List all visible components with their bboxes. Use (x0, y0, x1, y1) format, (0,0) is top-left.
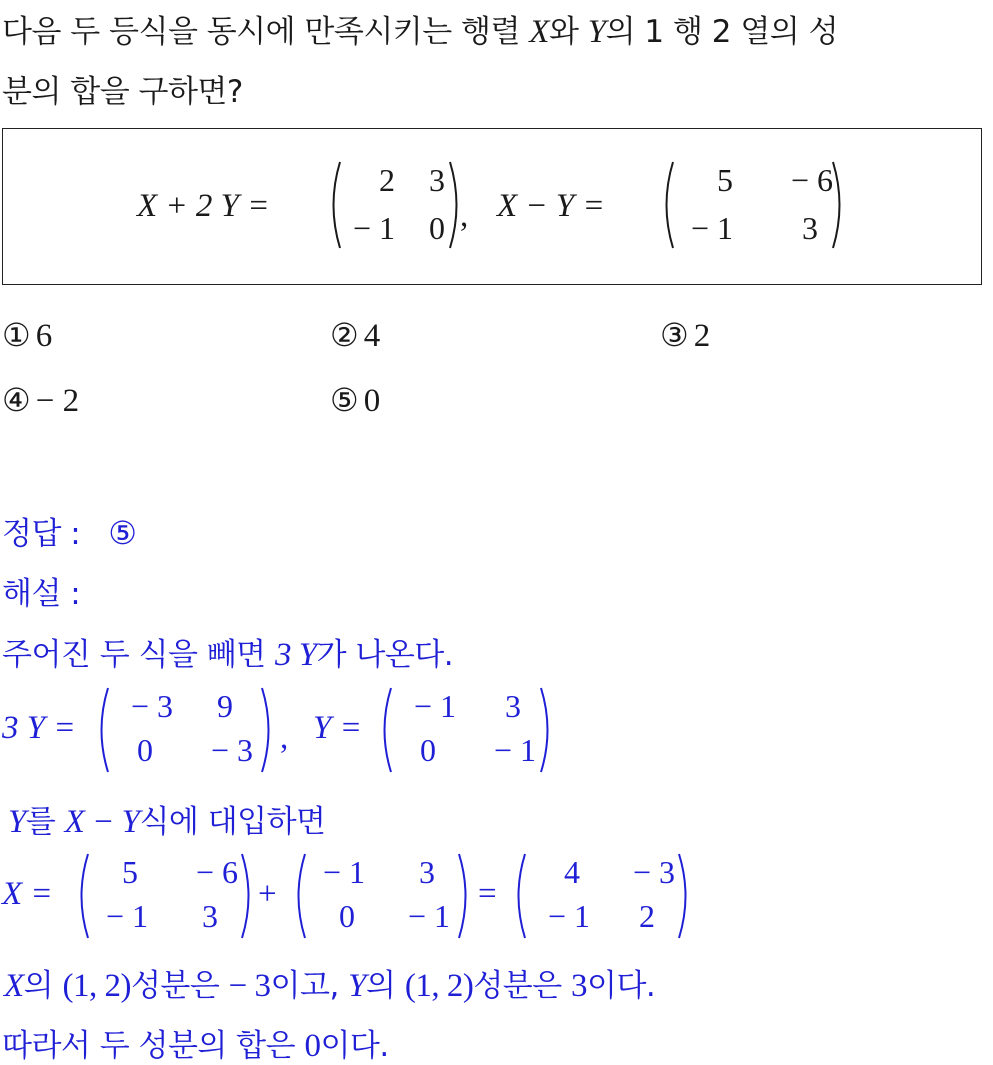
sol4-m1-12: − 6 (195, 854, 238, 890)
eq2-m-12: − 6 (790, 162, 833, 198)
sol4-plus: + (258, 876, 277, 912)
sol5-pos1: (1, 2) (62, 968, 131, 1004)
right-paren-icon (239, 852, 257, 940)
sol6-v: 0 (304, 1028, 321, 1064)
sol4-matrix-2 (290, 852, 475, 940)
option-number: ③ (660, 316, 689, 354)
eq1-matrix (325, 160, 460, 250)
solution-line-5 (4, 960, 655, 1005)
option-3[interactable] (660, 316, 710, 355)
var-x: X (529, 14, 549, 50)
sol4-m2-11: − 1 (322, 854, 365, 890)
option-number: ④ (2, 381, 31, 419)
option-4[interactable] (2, 381, 79, 420)
sol4-m1-11: 5 (122, 854, 138, 890)
eq1-m-12: 3 (429, 162, 445, 198)
option-number: ② (330, 316, 359, 354)
eq1-m-11: 2 (379, 162, 395, 198)
sol4-m2-22: − 1 (407, 898, 450, 934)
option-1[interactable] (2, 316, 52, 355)
question-line-1 (2, 6, 838, 51)
option-value: 6 (35, 318, 53, 354)
sol2-m2-12: 3 (505, 688, 521, 724)
sol4-matrix-1 (73, 852, 258, 940)
option-value: 4 (363, 318, 381, 354)
question-text-a: 다음 두 등식을 동시에 만족시키는 행렬 (2, 14, 530, 50)
option-5[interactable] (330, 381, 380, 420)
sol3-text-b: 식에 대입하면 (139, 804, 326, 840)
sol4-m3-12: − 3 (632, 854, 675, 890)
eq-comma: , (460, 198, 469, 234)
sol2-m1-11: − 3 (130, 688, 173, 724)
option-value: 0 (363, 383, 381, 419)
question-text-b: 의 1 행 2 열의 성 (605, 14, 839, 50)
sol5-v1: − 3 (228, 968, 271, 1004)
sol5-pos2: (1, 2) (404, 968, 474, 1004)
sol5-y: Y (348, 968, 367, 1004)
sol4-m1-21: − 1 (105, 898, 148, 934)
sol5-text-d: 의 (366, 968, 405, 1004)
sol3-math: X − Y (64, 804, 140, 840)
sol6-text-a: 따라서 두 성분의 합은 (2, 1028, 305, 1064)
option-value: 2 (693, 318, 711, 354)
solution-line-3 (8, 796, 325, 841)
sol2-matrix-2 (376, 686, 558, 774)
right-paren-icon (259, 686, 277, 774)
eq2-m-21: − 1 (690, 210, 733, 246)
answer-value: ⑤ (108, 514, 137, 552)
solution-line-6 (2, 1020, 389, 1065)
sol2-m2-22: − 1 (493, 732, 536, 768)
right-paren-icon (456, 852, 474, 940)
sol4-m3-22: 2 (639, 898, 655, 934)
sol3-y: Y (8, 804, 26, 840)
answer-line (2, 508, 136, 553)
sol5-text-a: 의 (23, 968, 63, 1004)
solution-line-1 (2, 629, 453, 674)
eq1-m-22: 0 (429, 210, 445, 246)
eq1-lhs: X + 2 Y = (137, 188, 270, 224)
sol2-lhs2: Y = (313, 710, 362, 746)
sol4-lhs: X = (2, 876, 53, 912)
sol4-matrix-3 (510, 852, 695, 940)
sol2-comma: , (280, 720, 289, 756)
sol4-m1-22: 3 (202, 898, 218, 934)
sol1-math: 3 Y (274, 637, 317, 673)
right-paren-icon (830, 160, 848, 250)
sol2-lhs1: 3 Y = (2, 710, 76, 746)
sol5-text-c: 이고, (270, 968, 349, 1004)
eq2-matrix (658, 160, 848, 250)
sol2-m2-11: − 1 (413, 688, 456, 724)
sol2-m1-12: 9 (217, 688, 233, 724)
question-line-2: 분의 합을 구하면? (2, 74, 243, 110)
sol2-m2-21: 0 (420, 732, 436, 768)
sol2-matrix-1 (93, 686, 278, 774)
eq1-m-21: − 1 (352, 210, 395, 246)
sol5-text-b: 성분은 (130, 968, 229, 1004)
sol2-m1-22: − 3 (210, 732, 253, 768)
question-text-wa: 와 (548, 14, 588, 50)
solution-label: 해설 : (2, 576, 81, 612)
sol5-x: X (4, 968, 24, 1004)
eq2-m-11: 5 (717, 162, 733, 198)
option-value: − 2 (35, 383, 80, 419)
eq2-lhs: X − Y = (497, 188, 605, 224)
sol3-text-a: 를 (25, 804, 65, 840)
eq2-m-22: 3 (802, 210, 818, 246)
var-y: Y (587, 14, 606, 50)
left-paren-icon (376, 686, 394, 774)
sol4-m2-21: 0 (339, 898, 355, 934)
sol4-m2-12: 3 (419, 854, 435, 890)
right-paren-icon (538, 686, 556, 774)
answer-label: 정답 : (2, 516, 81, 552)
sol6-text-b: 이다. (320, 1028, 389, 1064)
sol4-m3-11: 4 (564, 854, 580, 890)
sol4-m3-21: − 1 (547, 898, 590, 934)
sol5-text-e: 성분은 (473, 968, 572, 1004)
sol1-text-b: 가 나온다. (316, 637, 454, 673)
option-2[interactable] (330, 316, 380, 355)
left-paren-icon (93, 686, 111, 774)
sol2-m1-21: 0 (137, 732, 153, 768)
sol1-text-a: 주어진 두 식을 빼면 (2, 637, 275, 673)
sol5-v2: 3 (571, 968, 588, 1004)
right-paren-icon (676, 852, 694, 940)
sol5-text-f: 이다. (587, 968, 656, 1004)
option-number: ⑤ (330, 381, 359, 419)
sol4-eq: = (478, 876, 497, 912)
option-number: ① (2, 316, 31, 354)
